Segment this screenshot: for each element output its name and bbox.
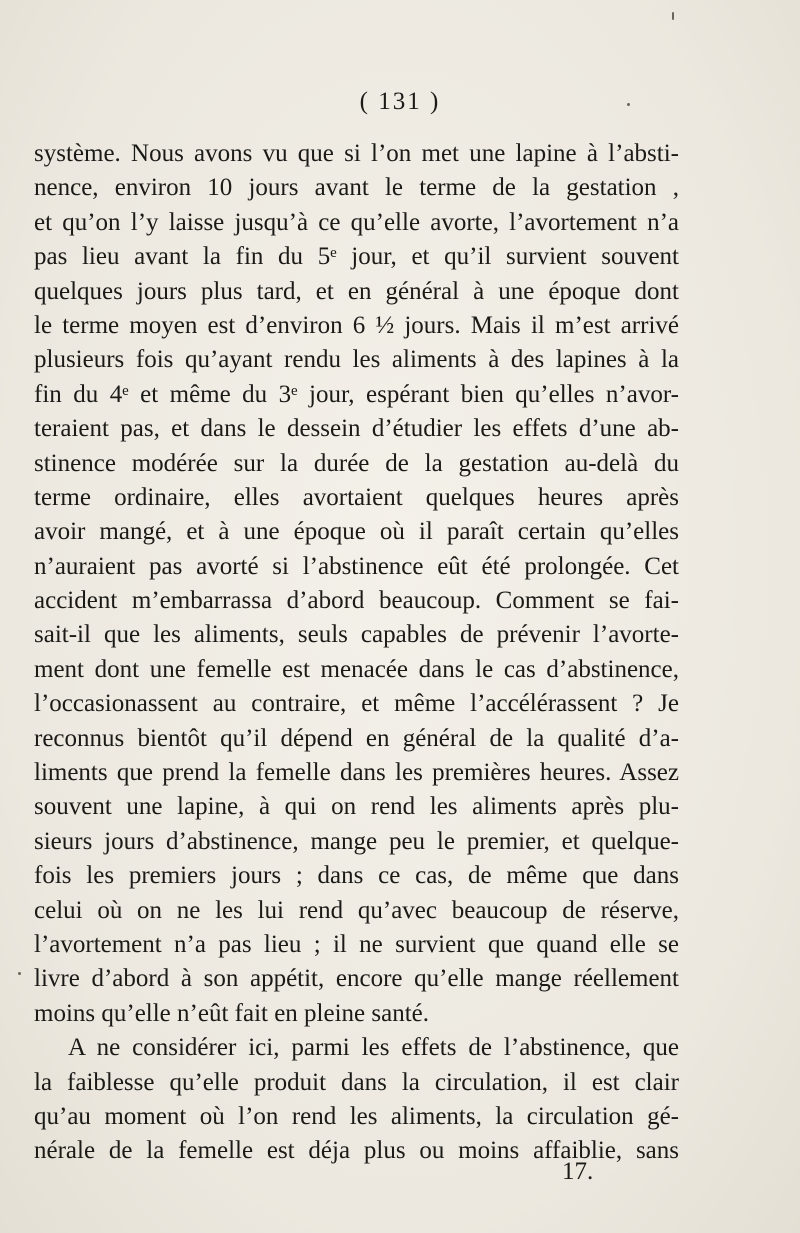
text-line: quelques jours plus tard, et en général à une époque dont	[34, 277, 679, 305]
text-line: pas lieu avant la fin du 5ᵉ jour, et qu’il survient souvent	[34, 243, 679, 271]
text-line: fois les premiers jours ; dans ce cas, de même que dans	[34, 862, 679, 890]
text-line: moins qu’elle n’eût fait en pleine santé.	[34, 999, 430, 1027]
text-line: ment dont une femelle est menacée dans le cas d’abstinence,	[34, 655, 679, 683]
text-line: n’auraient pas avorté si l’abstinence eût été prolongée. Cet	[34, 552, 679, 580]
ink-speck	[672, 12, 674, 20]
text-line: fin du 4ᵉ et même du 3ᵉ jour, espérant bien qu’elles n’avor-	[34, 380, 679, 408]
text-line: teraient pas, et dans le dessein d’étudier les effets d’une ab-	[34, 415, 679, 443]
text-line: accident m’embarrassa d’abord beaucoup. Comment se fai-	[34, 587, 679, 615]
text-line: le terme moyen est d’environ 6 ½ jours. Mais il m’est arrivé	[34, 311, 679, 339]
body-text	[34, 137, 679, 1169]
text-line: stinence modérée sur la durée de la gestation au-delà du	[34, 449, 679, 477]
text-line: reconnus bientôt qu’il dépend en général de la qualité d’a-	[34, 724, 679, 752]
text-line: liments que prend la femelle dans les premières heures. Assez	[34, 759, 679, 787]
text-line: plusieurs fois qu’ayant rendu les aliments à des lapines à la	[34, 346, 679, 374]
page-number-header: ( 131 )	[359, 88, 441, 115]
text-line: avoir mangé, et à une époque où il paraît certain qu’elles	[34, 518, 679, 546]
text-line: nérale de la femelle est déja plus ou moins affaiblie, sans	[34, 1137, 679, 1165]
text-line: système. Nous avons vu que si l’on met une lapine à l’absti-	[34, 140, 679, 167]
text-line: l’avortement n’a pas lieu ; il ne survient que quand elle se	[34, 930, 679, 958]
ink-speck	[18, 972, 21, 975]
text-line: livre d’abord à son appétit, encore qu’elle mange réellement	[34, 965, 679, 993]
text-line: qu’au moment où l’on rend les aliments, la circulation gé-	[34, 1102, 679, 1130]
text-line: sieurs jours d’abstinence, mange peu le premier, et quelque-	[34, 827, 679, 855]
text-line: sait-il que les aliments, seuls capables de prévenir l’avorte-	[34, 621, 679, 649]
text-line: souvent une lapine, à qui on rend les aliments après plu-	[34, 793, 679, 821]
ink-speck	[627, 103, 630, 106]
text-line: terme ordinaire, elles avortaient quelques heures après	[34, 483, 679, 511]
signature-mark: 17.	[562, 1158, 594, 1185]
text-line: A ne considérer ici, parmi les effets de l’abstinence, que	[68, 1034, 679, 1062]
text-line: et qu’on l’y laisse jusqu’à ce qu’elle avorte, l’avortement n’a	[34, 208, 679, 236]
text-line: nence, environ 10 jours avant le terme de la gestation ,	[34, 174, 679, 202]
text-line: celui où on ne les lui rend qu’avec beaucoup de réserve,	[34, 896, 679, 924]
text-line: l’occasionassent au contraire, et même l’accélérassent ? Je	[34, 690, 679, 718]
text-line: la faiblesse qu’elle produit dans la circulation, il est clair	[34, 1068, 679, 1096]
